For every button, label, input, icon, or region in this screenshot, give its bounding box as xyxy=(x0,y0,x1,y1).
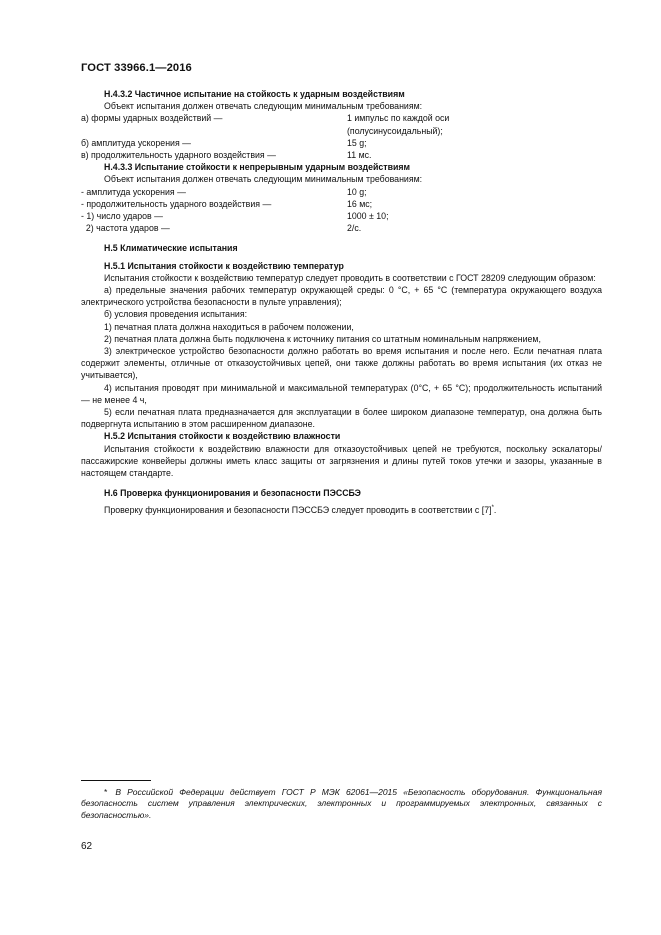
footnote-reference: * xyxy=(491,504,494,511)
requirement-row: б) амплитуда ускорения — 15 g; xyxy=(81,137,367,148)
paragraph: Объект испытания должен отвечать следующим минимальным требованиям: xyxy=(104,174,423,185)
paragraph: Испытания стойкости к воздействию влажности для отказоустойчивых цепей не требуются, поскольку эскалаторы/пассажирские конвейеры должны иметь класс защиты от загрязнения и длины путей токов утечки и зазоры, указанные в настоящем стандарте. xyxy=(81,443,602,479)
requirement-row: - 1) число ударов — 1000 ± 10; xyxy=(81,211,389,222)
section-heading-h5: H.5 Климатические испытания xyxy=(104,243,238,254)
paragraph: 3) электрическое устройство безопасности должно работать во время испытания и после него. Если печатная плата содержит элементы, отличные от отказоустойчивых цепей, они также должны работать во время испытания (их отказ не учитывается), xyxy=(81,346,602,381)
requirement-row: 2) частота ударов — 2/с. xyxy=(81,223,362,234)
document-body xyxy=(81,88,602,516)
page-number: 62 xyxy=(81,841,93,852)
paragraph: Испытания стойкости к воздействию температур следует проводить в соответствии с ГОСТ 28209 следующим образом: xyxy=(104,272,596,283)
paragraph: б) условия проведения испытания: xyxy=(104,309,248,320)
paragraph: 2) печатная плата должна быть подключена к источнику питания со штатным номинальным напряжением, xyxy=(104,333,541,344)
paragraph: а) предельные значения рабочих температур окружающей среды: 0 °С, + 65 °С (температура окружающего воздуха электрического устройства безопасности в пульте управления); xyxy=(81,285,602,308)
requirement-row: - продолжительность ударного воздействия — 16 мс; xyxy=(81,198,373,209)
footnote-divider xyxy=(81,780,151,781)
requirement-row: в) продолжительность ударного воздействия — 11 мс. xyxy=(81,150,372,161)
paragraph: Проверку функционирования и безопасности ПЭССБЭ следует проводить в соответствии с [7]*. xyxy=(104,504,497,515)
paragraph: 5) если печатная плата предназначается для эксплуатации в более широком диапазоне температур, она должна быть подвергнута испытанию в этом расширенном диапазоне. xyxy=(81,407,602,430)
section-heading-h52: H.5.2 Испытания стойкости к воздействию влажности xyxy=(104,431,341,442)
paragraph: 1) печатная плата должна находиться в рабочем положении, xyxy=(104,321,354,332)
paragraph: Объект испытания должен отвечать следующим минимальным требованиям: xyxy=(104,101,423,112)
requirement-row: - амплитуда ускорения — 10 g; xyxy=(81,186,367,197)
footnote xyxy=(81,787,602,821)
paragraph: 4) испытания проводят при минимальной и максимальной температурах (0°С, + 65 °С); продолжительность испытаний — не менее 4 ч, xyxy=(81,382,602,405)
section-heading-h433: H.4.3.3 Испытание стойкости к непрерывным ударным воздействиям xyxy=(104,162,411,173)
footnote-marker: * xyxy=(104,787,108,797)
footnote-text: В Российской Федерации действует ГОСТ Р МЭК 62061—2015 «Безопасность оборудования. Функциональная безопасность систем управления электрических, электронных и программируемых электронных, связанных с безопасностью». xyxy=(81,787,602,820)
section-heading-h432: H.4.3.2 Частичное испытание на стойкость к ударным воздействиям xyxy=(104,89,405,99)
requirement-row: а) формы ударных воздействий — 1 импульс по каждой оси xyxy=(81,113,450,124)
section-heading-h51: H.5.1 Испытания стойкости к воздействию температур xyxy=(104,260,344,271)
section-heading-h6: H.6 Проверка функционирования и безопасности ПЭССБЭ xyxy=(104,488,361,499)
requirement-row: (полусинусоидальный); xyxy=(347,125,443,136)
document-header: ГОСТ 33966.1—2016 xyxy=(81,62,192,74)
